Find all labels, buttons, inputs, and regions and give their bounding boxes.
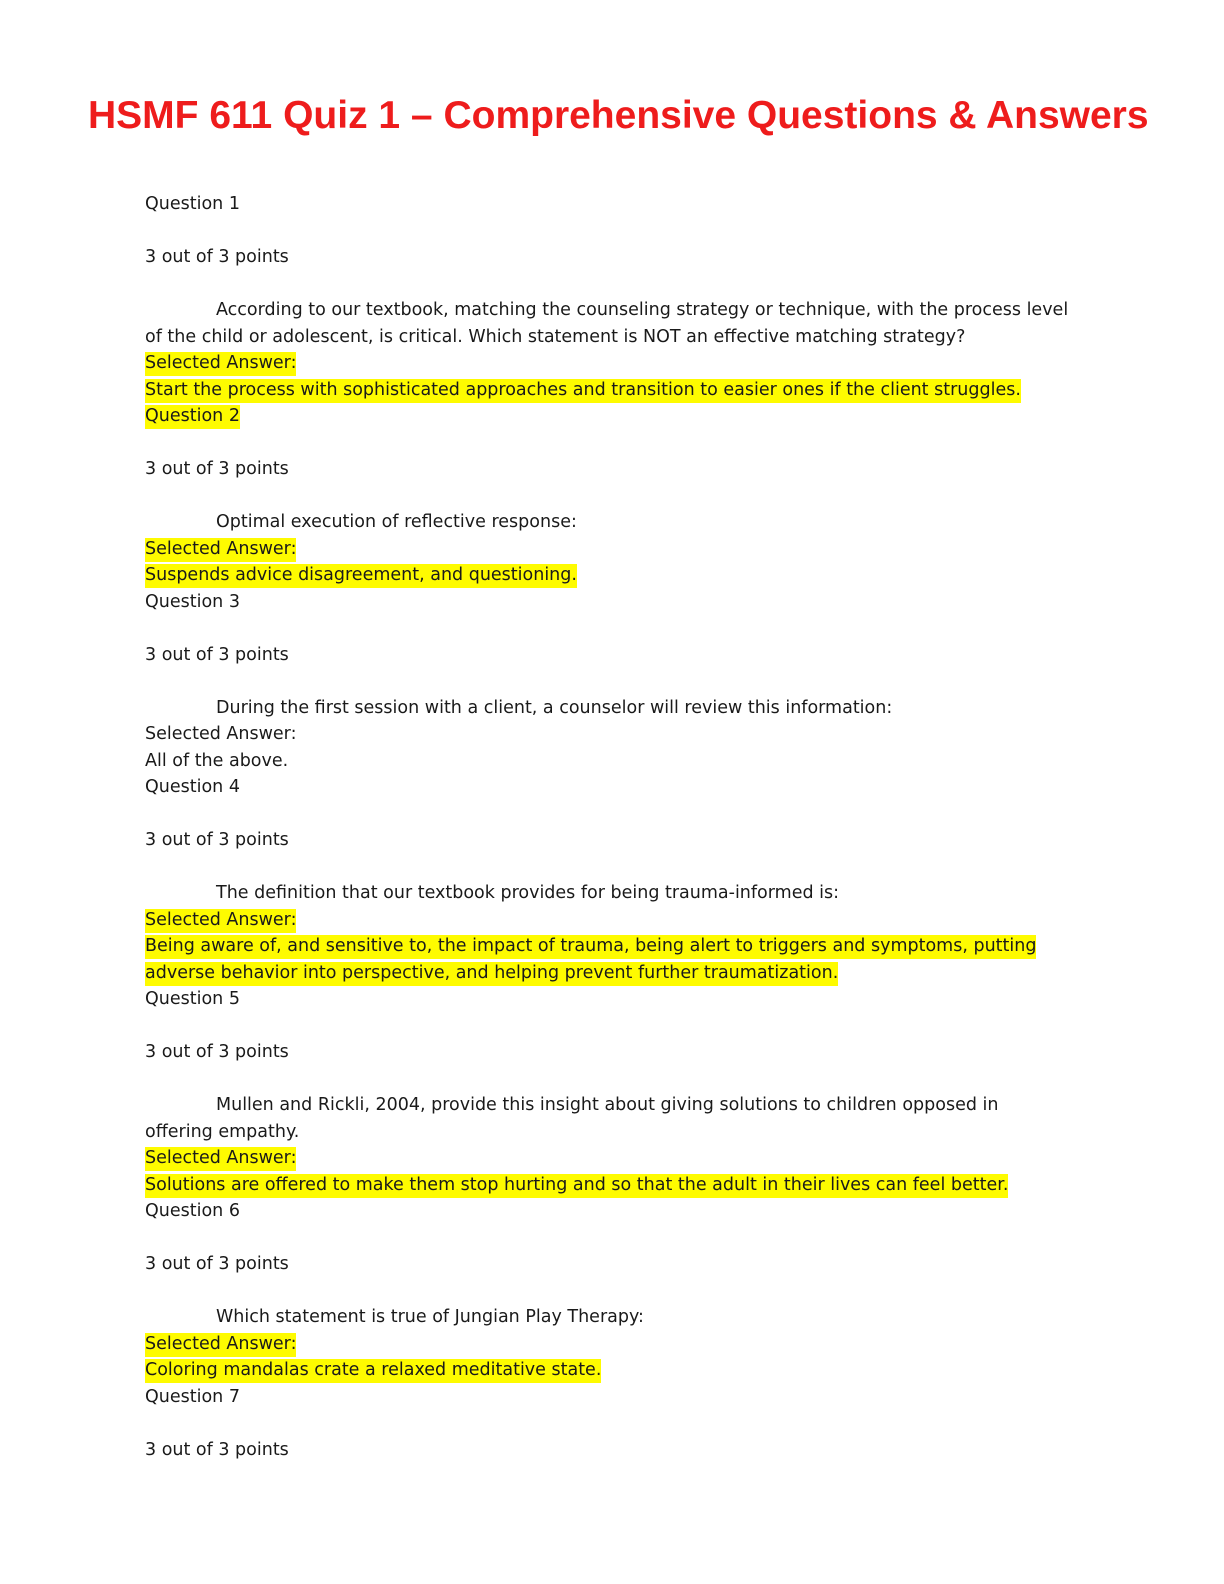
selected-answer-text: Start the process with sophisticated approaches and transition to easier ones if the client struggles. xyxy=(145,379,1021,403)
spacer xyxy=(145,483,1075,510)
selected-answer-text: Coloring mandalas crate a relaxed meditative state. xyxy=(145,1359,601,1383)
question-text: According to our textbook, matching the counseling strategy or technique, with the process level xyxy=(216,300,1069,320)
question-text: Which statement is true of Jungian Play Therapy: xyxy=(216,1307,644,1327)
question-points: 3 out of 3 points xyxy=(145,1439,289,1460)
selected-answer-text: Suspends advice disagreement, and questioning. xyxy=(145,564,577,588)
spacer xyxy=(145,430,1075,457)
selected-answer-text: adverse behavior into perspective, and helping prevent further traumatization. xyxy=(145,962,838,986)
selected-answer-label: Selected Answer: xyxy=(145,724,297,744)
question-label: Question 3 xyxy=(145,591,240,612)
spacer xyxy=(145,271,1075,298)
spacer xyxy=(145,1410,1075,1437)
spacer xyxy=(145,218,1075,245)
question-text: of the child or adolescent, is critical. Which statement is NOT an effective matching strategy? xyxy=(145,326,966,347)
selected-answer-text: All of the above. xyxy=(145,750,289,771)
question-points: 3 out of 3 points xyxy=(145,644,289,665)
question-points: 3 out of 3 points xyxy=(145,247,289,267)
question-points: 3 out of 3 points xyxy=(145,1254,289,1274)
question-text: Optimal execution of reflective response: xyxy=(216,512,577,532)
question-label: Question 1 xyxy=(145,194,240,214)
spacer xyxy=(145,615,1075,642)
spacer xyxy=(145,854,1075,881)
question-points: 3 out of 3 points xyxy=(145,459,289,479)
selected-answer-label: Selected Answer: xyxy=(145,1333,296,1357)
selected-answer-label: Selected Answer: xyxy=(145,352,296,376)
selected-answer-label: Selected Answer: xyxy=(145,909,296,933)
document-body xyxy=(145,191,1075,1463)
question-text: The definition that our textbook provides for being trauma-informed is: xyxy=(216,883,840,903)
selected-answer-label: Selected Answer: xyxy=(145,538,296,562)
question-label: Question 4 xyxy=(145,777,240,797)
spacer xyxy=(145,1013,1075,1040)
spacer xyxy=(145,1278,1075,1305)
document-title: HSMF 611 Quiz 1 – Comprehensive Questions & Answers xyxy=(88,94,1149,137)
selected-answer-label: Selected Answer: xyxy=(145,1147,296,1171)
spacer xyxy=(145,1066,1075,1093)
question-label: Question 2 xyxy=(145,405,240,429)
question-points: 3 out of 3 points xyxy=(145,1042,289,1062)
question-text: offering empathy. xyxy=(145,1121,300,1142)
spacer xyxy=(145,1225,1075,1252)
question-text: During the first session with a client, a counselor will review this information: xyxy=(216,697,893,718)
question-label: Question 7 xyxy=(145,1386,240,1407)
question-points: 3 out of 3 points xyxy=(145,830,289,850)
selected-answer-text: Being aware of, and sensitive to, the impact of trauma, being alert to triggers and symptoms, putting xyxy=(145,935,1036,959)
question-text: Mullen and Rickli, 2004, provide this insight about giving solutions to children opposed in xyxy=(216,1095,999,1115)
spacer xyxy=(145,668,1075,695)
question-label: Question 5 xyxy=(145,989,240,1009)
question-label: Question 6 xyxy=(145,1201,240,1221)
selected-answer-text: Solutions are offered to make them stop hurting and so that the adult in their lives can feel better. xyxy=(145,1174,1008,1198)
spacer xyxy=(145,801,1075,828)
